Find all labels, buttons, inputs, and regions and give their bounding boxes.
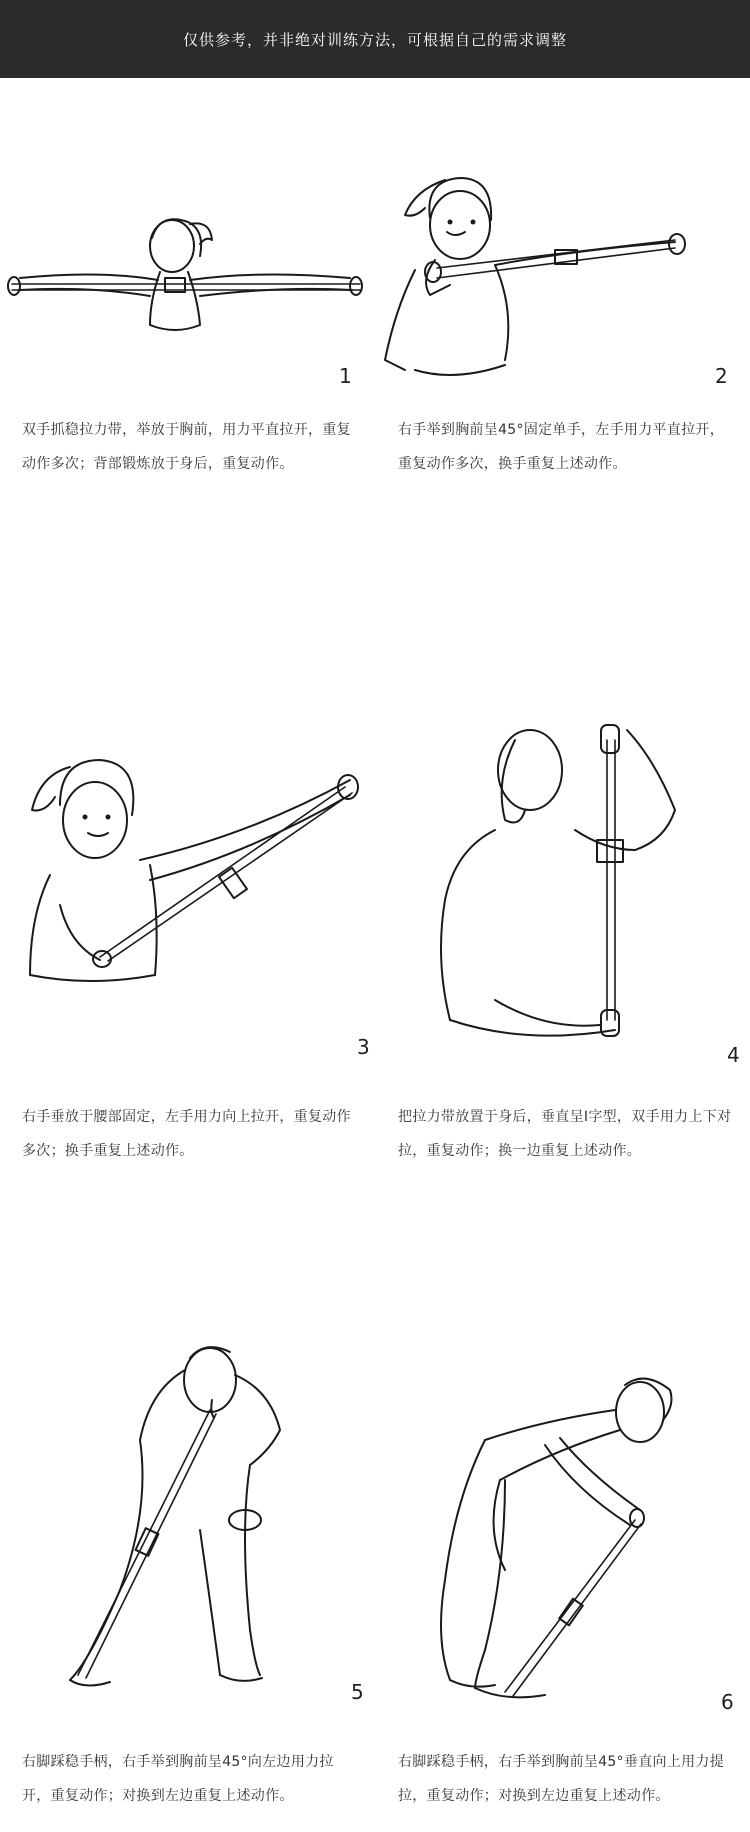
exercise-6-number: 6	[721, 1690, 734, 1714]
exercise-2-caption: 右手举到胸前呈45°固定单手，左手用力平直拉开，重复动作多次，换手重复上述动作。	[398, 422, 725, 472]
exercise-2-illustration	[375, 160, 750, 400]
exercise-1-illustration	[0, 200, 375, 400]
disclaimer-text: 仅供参考，并非绝对训练方法，可根据自己的需求调整	[182, 30, 567, 49]
exercise-2-number: 2	[715, 364, 728, 388]
exercise-6-illustration	[375, 1350, 750, 1710]
exercise-4-number: 4	[727, 1043, 740, 1067]
header-banner	[0, 0, 750, 78]
exercise-3-illustration	[0, 735, 375, 1055]
exercise-4-illustration	[375, 700, 750, 1080]
exercise-5-caption: 右脚踩稳手柄，右手举到胸前呈45°向左边用力拉开，重复动作；对换到左边重复上述动作。	[22, 1754, 334, 1804]
exercise-1-number: 1	[339, 364, 352, 388]
exercise-6-caption: 右脚踩稳手柄，右手举到胸前呈45°垂直向上用力提拉，重复动作；对换到左边重复上述动作。	[398, 1754, 725, 1804]
exercise-3-caption: 右手垂放于腰部固定，左手用力向上拉开，重复动作多次；换手重复上述动作。	[22, 1109, 351, 1159]
exercise-4-caption: 把拉力带放置于身后，垂直呈I字型，双手用力上下对拉，重复动作；换一边重复上述动作。	[398, 1109, 732, 1159]
exercise-1-caption: 双手抓稳拉力带，举放于胸前，用力平直拉开，重复动作多次；背部锻炼放于身后，重复动作。	[22, 422, 351, 472]
exercise-3-number: 3	[357, 1035, 370, 1059]
exercise-5-number: 5	[351, 1680, 364, 1704]
exercise-5-illustration	[0, 1330, 375, 1710]
